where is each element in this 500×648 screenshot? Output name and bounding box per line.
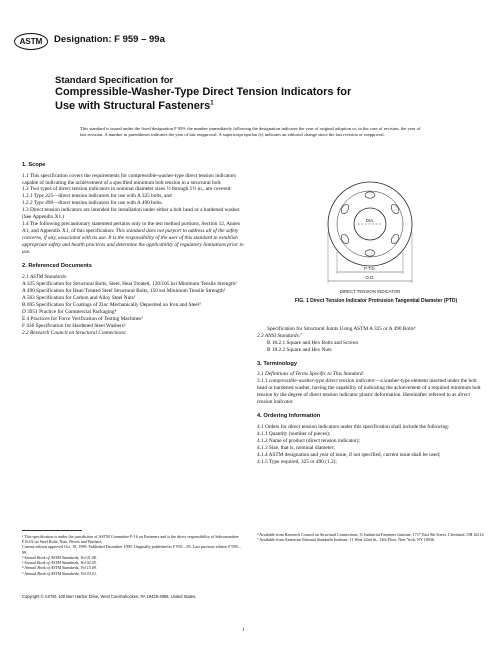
para-1-2-1: 1.2.1 Type 325—direct tension indicators for use with A 325 bolts, and — [22, 193, 172, 200]
footnote-item: ² Annual Book of ASTM Standards, Vol 01.08. — [22, 554, 97, 560]
footnote-item: ⁴ Annual Book of ASTM Standards, Vol 15.09. — [22, 565, 98, 571]
order-item: 4.1.2 Name of product (direct tension indicator); — [257, 437, 360, 444]
para-3-1-1: 3.1.1 compressible-washer-type direct tension indicator—a washer-type element inserted under the bolt head or hardened washer, having the capability of indicating the achievement of a required minimum bolt tension by the degree of direct tension indicator plastic deformation. Hereinafter referred to as direct tension indicator. — [257, 378, 481, 406]
order-item: 4.1.3 Size, that is, nominal diameter; — [257, 444, 335, 451]
para-1-4: 1.4 The following precautionary statement pertains only to the test method portions, Section 12, Annex A1, and Appendix X1, of this specification: This standard does not purport to address all of the safety concerns, if any, associated with its use. It is the responsibility of the user of this standard to establish appropriate safety and health practices and determine the applicability of regulatory limitations prior to use. — [22, 221, 244, 256]
footnotes-right — [257, 532, 485, 542]
ptd-label: P.T.D. — [364, 266, 376, 271]
footnote-item: ³ Annual Book of ASTM Standards, Vol 02.05. — [22, 560, 97, 566]
reference-item: F 436 Specification for Hardened Steel Washers² — [22, 322, 126, 329]
title-line-2: Compressible-Washer-Type Direct Tension Indicators for — [55, 86, 352, 99]
section-references-heading: 2. Referenced Documents — [22, 263, 92, 270]
ansi-item: B 18.2.2 Square and Hex Nuts — [267, 346, 332, 353]
order-item: 4.1.5 Type required, 325 or 490 (1.2); — [257, 458, 337, 465]
footnote-item: ⁵ Annual Book of ASTM Standards, Vol 03.01. — [22, 570, 98, 576]
designation: Designation: F 959 – 99a — [54, 34, 165, 45]
para-1-2-2: 1.2.2 Type 490—direct tension indicators for use with A 490 bolts. — [22, 200, 163, 207]
ansi-item: B 18.2.1 Square and Hex Bolts and Screws — [267, 339, 359, 346]
para-1-3: 1.3 Direct tension indicators are intended for installation under either a bolt head or a hardened washer. (See Appendix X1.) — [22, 207, 241, 221]
section-ordering-heading: 4. Ordering Information — [257, 413, 321, 420]
order-item: 4.1.4 ASTM designation and year of issue, if not specified, current issue shall be used; — [257, 451, 441, 458]
reference-item: A 325 Specification for Structural Bolts, Steel, Heat Treated, 120/105 ksi Minimum Tensile Strength² — [22, 280, 237, 287]
reference-item: E 4 Practices for Force Verification of Testing Machines⁵ — [22, 315, 144, 322]
footnote-1: ¹ This specification is under the jurisdiction of ASTM Committee F-16 on Fasteners and is the direct responsibility of Subcommittee F16.02 on Steel Bolts, Nuts, Rivets and Washers. — [22, 534, 239, 545]
footnotes-left — [22, 530, 246, 576]
footnote-rule — [22, 530, 82, 531]
section-terminology-heading: 3. Terminology — [257, 360, 298, 367]
reference-item: B 695 Specification for Coatings of Zinc Mechanically Deposited on Iron and Steel³ — [22, 301, 201, 308]
issuance-notice: This standard is issued under the fixed designation F 959; the number immediately following the designation indicates the year of original adoption or, in the case of revision, the year of last revision. A number in parentheses indicates the year of last reapproval. A superscript epsilon (ε) indicates an editorial change since the last revision or reapproval. — [80, 126, 421, 137]
rcsc-reference: Specification for Structural Joints Using ASTM A 325 or A 490 Bolts⁶ — [267, 326, 416, 332]
reference-item: D 3951 Practice for Commercial Packaging⁴ — [22, 308, 117, 315]
para-1-1: 1.1 This specification covers the requirements for compressible-washer-type direct tension indicators capable of indicating the achievement of a specified minimum bolt tension in a structural bolt. — [22, 172, 237, 186]
dti-figure — [300, 162, 440, 312]
right-column — [257, 326, 485, 466]
para-3-1: 3.1 Definitions of Terms Specific to This Standard: — [257, 371, 365, 378]
section-scope-heading: 1. Scope — [22, 162, 46, 168]
para-2-3: 2.3 ANSI Standards:⁷ — [257, 332, 303, 339]
document-title — [55, 75, 475, 113]
footnote-1-edition: Current edition approved Oct. 10, 1999. Published December 1999. Originally published as F 959 – 85. Last previous edition F 959 – 99. — [22, 544, 241, 555]
order-item: 4.1.1 Quantity (number of pieces); — [257, 430, 331, 437]
left-column — [22, 162, 246, 337]
figure-caption: FIG. 1 Direct Tension Indicator Protrusion Tangential Diameter (PTD) — [294, 298, 458, 304]
footnote-7: ⁷ Available from American National Standards Institute, 11 West 42nd St., 13th Floor, New York, NY 10036. — [257, 537, 435, 543]
figure-sublabel: DIRECT TENSION INDICATOR — [339, 289, 401, 294]
od-label: O.D. — [365, 275, 375, 280]
title-line-3: Use with Structural Fasteners$^1$ — [55, 99, 214, 112]
reference-item: A 490 Specification for Heat-Treated Steel Structural Bolts, 150 ksi Minimum Tensile Strength² — [22, 287, 226, 294]
title-line-1: Standard Specification for — [55, 75, 174, 86]
para-2-2: 2.2 Research Council on Structural Connections: — [22, 329, 127, 336]
para-2-1: 2.1 ASTM Standards: — [22, 273, 68, 280]
page-number: 1 — [242, 628, 245, 633]
copyright-line: Copyright © ASTM, 100 Barr Harbor Drive, West Conshohocken, PA 19428-2959, United States. — [22, 594, 197, 599]
reference-list — [22, 281, 246, 330]
astm-logo: ASTM — [14, 33, 48, 50]
dia-label: DIA. — [365, 218, 375, 223]
para-4-1: 4.1 Orders for direct tension indicators under this specification shall include the following: — [257, 423, 450, 430]
footnote-6: ⁶ Available from Research Council on Structural Connections, % Industrial Fasteners Institute, 1717 East 9th Street, Cleveland, OH 44114. — [257, 532, 485, 537]
reference-item: A 563 Specification for Carbon and Alloy Steel Nuts² — [22, 294, 136, 301]
para-1-2: 1.2 Two types of direct tension indicators in nominal diameter sizes ½ through 1½ in., are covered: — [22, 186, 232, 193]
